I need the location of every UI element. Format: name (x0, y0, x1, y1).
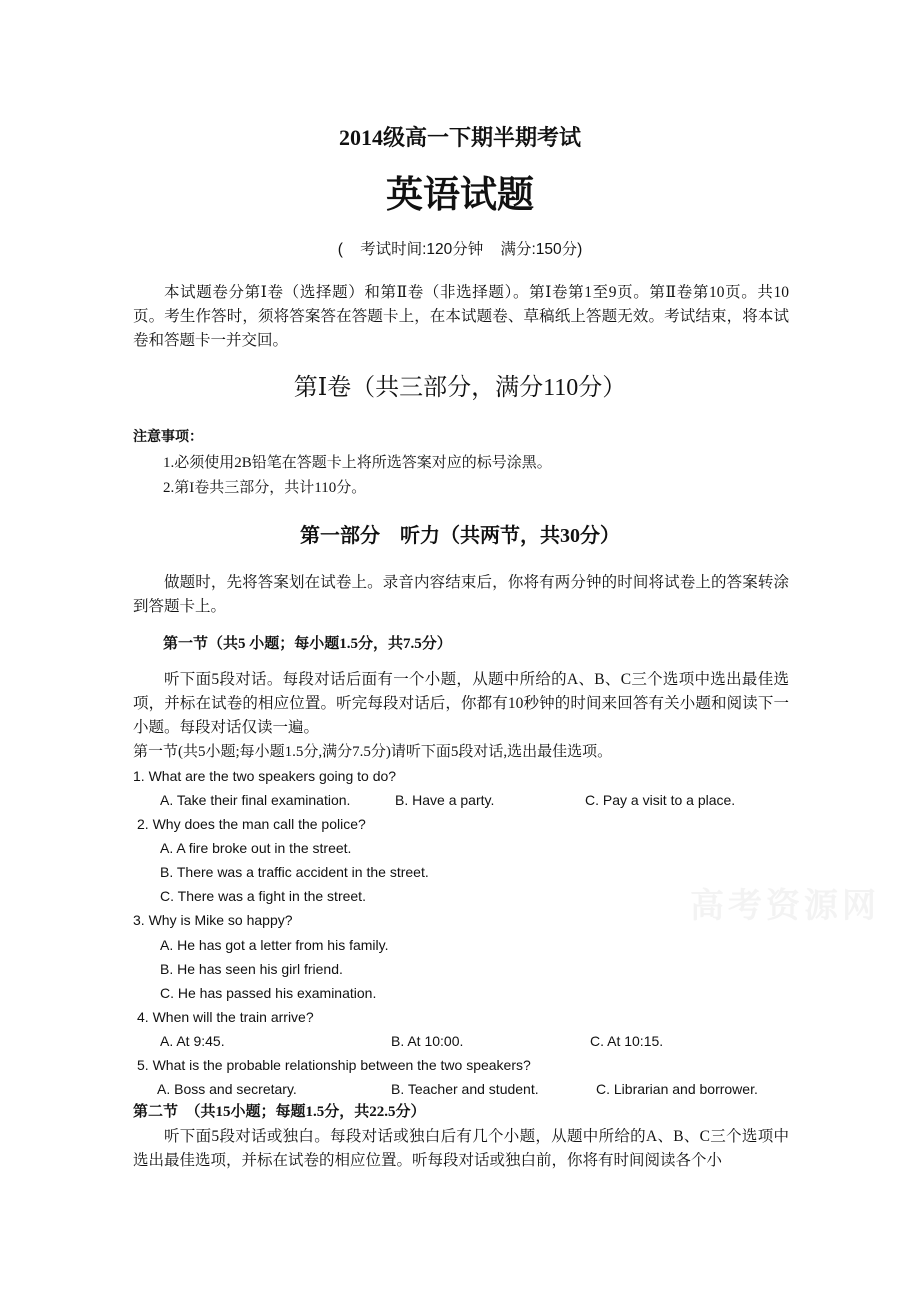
question-5: 5. What is the probable relationship between the two speakers? (137, 1057, 531, 1073)
volume1-heading: 第Ⅰ卷（共三部分，满分110分） (293, 375, 627, 401)
part1-intro: 做题时，先将答案划在试卷上。录音内容结束后，你将有两分钟的时间将试卷上的答案转涂到答题卡上。 (133, 574, 789, 615)
section1-heading: 第一节（共5 小题；每小题1.5分，共7.5分） (163, 636, 452, 652)
notes-title: 注意事项： (133, 430, 203, 445)
section1-instructions: 听下面5段对话。每段对话后面有一个小题，从题中所给的A、B、C三个选项中选出最佳选项，并标在试卷的相应位置。听完每段对话后，你都有10秒钟的时间来回答有关小题和阅读下一小题。每段对话仅读一遍。 (133, 671, 789, 736)
option-4a: A. At 9:45. (160, 1033, 225, 1049)
option-3b: B. He has seen his girl friend. (160, 961, 343, 977)
exam-title: 2014级高一下期半期考试 (338, 125, 581, 150)
subject-title: 英语试题 (386, 175, 534, 216)
part1-heading: 第一部分 听力（共两节，共30分） (300, 525, 620, 547)
watermark: 高考资源网 (690, 888, 880, 925)
option-1a: A. Take their final examination. (160, 792, 351, 808)
option-5c: C. Librarian and borrower. (596, 1081, 758, 1097)
option-2b: B. There was a traffic accident in the street. (160, 864, 429, 880)
option-3a: A. He has got a letter from his family. (160, 937, 389, 953)
option-3c: C. He has passed his examination. (160, 985, 377, 1001)
note-item: 2.第I卷共三部分，共计110分。 (163, 480, 367, 496)
section2-heading: 第二节 （共15小题；每题1.5分，共22.5分） (133, 1104, 426, 1120)
question-4: 4. When will the train arrive? (137, 1009, 314, 1025)
option-2c: C. There was a fight in the street. (160, 888, 366, 904)
note-item: 1.必须使用2B铅笔在答题卡上将所选答案对应的标号涂黑。 (163, 455, 552, 471)
option-1c: C. Pay a visit to a place. (585, 792, 736, 808)
question-3: 3. Why is Mike so happy? (133, 912, 293, 928)
option-5a: A. Boss and secretary. (157, 1081, 297, 1097)
intro-paragraph: 本试题卷分第Ⅰ卷（选择题）和第Ⅱ卷（非选择题）。第Ⅰ卷第1至9页。第Ⅱ卷第10页。共10页。考生作答时，须将答案答在答题卡上，在本试题卷、草稿纸上答题无效。考试结束，将本试卷和答题卡一并交回。 (133, 284, 789, 349)
option-4c: C. At 10:15. (590, 1033, 664, 1049)
question-1: 1. What are the two speakers going to do? (133, 768, 397, 784)
question-2: 2. Why does the man call the police? (137, 816, 366, 832)
option-2a: A. A fire broke out in the street. (160, 840, 352, 856)
option-5b: B. Teacher and student. (391, 1081, 539, 1097)
section1-subheading: 第一节(共5小题;每小题1.5分,满分7.5分)请听下面5段对话,选出最佳选项。 (133, 744, 613, 760)
exam-info: ( 考试时间:120分钟 满分:150分) (337, 241, 583, 258)
option-1b: B. Have a party. (395, 792, 495, 808)
option-4b: B. At 10:00. (391, 1033, 464, 1049)
section2-instructions: 听下面5段对话或独白。每段对话或独白后有几个小题，从题中所给的A、B、C三个选项中选出最佳选项，并标在试卷的相应位置。听每段对话或独白前，你将有时间阅读各个小 (133, 1128, 789, 1169)
